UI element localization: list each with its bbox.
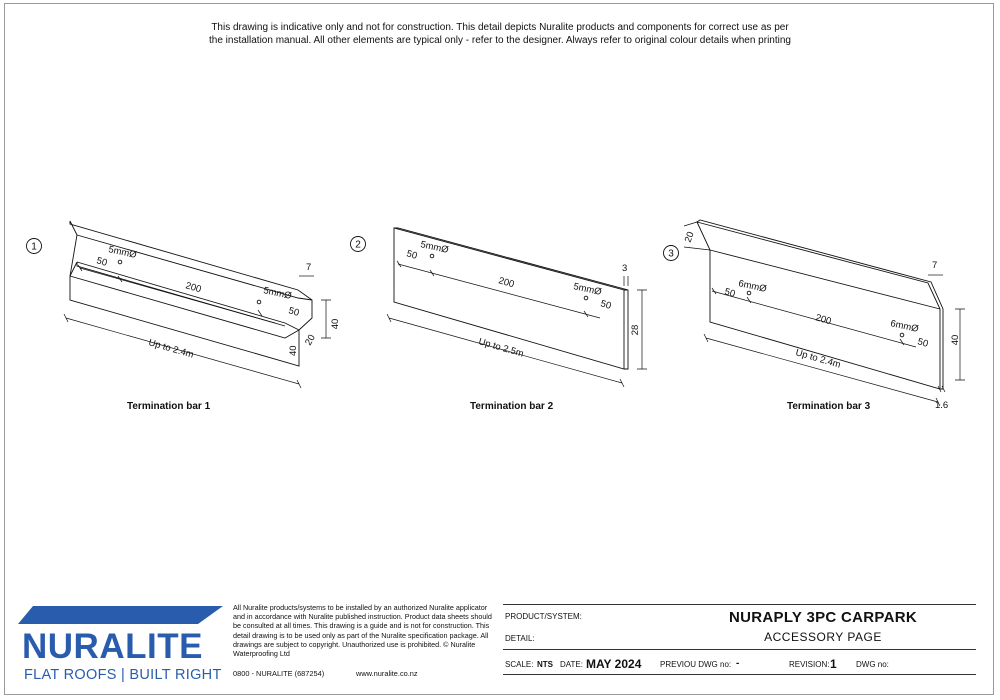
bar-1-flange-label: 20 <box>303 332 318 348</box>
website: www.nuralite.co.nz <box>356 669 418 678</box>
phone-number: 0800 - NURALITE (687254) <box>233 669 325 678</box>
bar-3-thickness-label: 1.6 <box>935 400 949 411</box>
date-label: DATE: <box>560 660 583 669</box>
disclaimer-line-2: the installation manual. All other elements are typical only - refer to the designer. Always refer to original colour details when printing <box>209 34 791 46</box>
scale-label: SCALE: <box>505 660 534 669</box>
bar-2-length-label: Up to 2.5m <box>477 336 525 360</box>
bar-1-hole-2-label: 5mmØ <box>262 285 293 302</box>
bar-1-caption: Termination bar 1 <box>127 401 211 412</box>
bar-3-flange-label: 20 <box>682 230 697 244</box>
bar-3-height-label: 40 <box>950 334 961 346</box>
previous-dwg-label: PREVIOU DWG no: <box>660 660 732 669</box>
bar-3-hole-1 <box>747 291 751 295</box>
scale-value: NTS <box>537 660 553 669</box>
termination-bar-1 <box>27 221 342 388</box>
legal-notice: All Nuralite products/systems to be installed by an authorized Nuralite applicator and in accordance with Nuralite published instruction. Product data sheets should be consulted at all times. This drawing is a guide and is not for construction. This detail drawing is to be used only as part of the Nuralite specification package. All drawings are subject to copyright. Unauthorized use is prohibited. © Nuralite Waterproofing Ltd <box>233 603 492 659</box>
bar-1-height-label: 40 <box>330 318 341 330</box>
title-block-rule-bottom <box>503 674 976 675</box>
revision-value: 1 <box>830 657 837 671</box>
detail-value: ACCESSORY PAGE <box>764 630 882 644</box>
bar-2-hole-1 <box>430 254 434 258</box>
bar-2-hole-1-label: 5mmØ <box>419 239 450 256</box>
product-label: PRODUCT/SYSTEM: <box>505 612 582 621</box>
date-value: MAY 2024 <box>586 657 642 671</box>
bar-3-dim-ticks <box>712 288 904 345</box>
bar-3-edge-right-label: 50 <box>916 336 930 350</box>
bar-2-thickness-dim <box>624 276 628 286</box>
bar-3-hole-dim-line <box>712 291 916 347</box>
bar-1-bottom-fold <box>70 262 299 338</box>
bar-1-return-label: 40 <box>288 345 299 356</box>
title-block-rule-middle <box>503 649 976 650</box>
title-block-rule-top <box>503 604 976 605</box>
termination-bar-3 <box>664 220 966 411</box>
bar-3-length-dim <box>704 334 940 406</box>
revision-label: REVISION: <box>789 660 830 669</box>
bar-3-hole-2-label: 6mmØ <box>889 318 920 335</box>
bar-1-length-label: Up to 2.4m <box>147 337 195 361</box>
bar-2-edge-right-label: 50 <box>599 298 613 312</box>
bar-1-hole-2 <box>257 300 261 304</box>
bar-3-caption: Termination bar 3 <box>787 401 871 412</box>
bar-3-spacing-label: 200 <box>814 312 833 328</box>
bar-1-hole-1 <box>118 260 122 264</box>
previous-dwg-value: - <box>736 658 740 669</box>
bar-3-length-label: Up to 2.4m <box>794 347 842 371</box>
bar-1-lip-label: 7 <box>306 262 312 273</box>
detail-label: DETAIL: <box>505 634 535 643</box>
bar-3-hole-1-label: 6mmØ <box>737 278 768 295</box>
nuralite-logo-wordmark: NURALITE <box>22 627 203 666</box>
bar-1-edge-right-label: 50 <box>287 305 301 319</box>
bar-2-thickness-label: 3 <box>622 263 628 274</box>
bar-2-height-label: 28 <box>630 324 641 336</box>
bar-2-number: 2 <box>355 239 361 251</box>
bar-1-hole-1-label: 5mmØ <box>107 244 138 261</box>
bar-3-edge-left-label: 50 <box>723 286 737 300</box>
bar-1-edge-left-label: 50 <box>95 255 109 269</box>
bar-3-hole-2 <box>900 333 904 337</box>
title-block <box>503 604 976 676</box>
bar-2-spacing-label: 200 <box>497 275 516 291</box>
bar-1-hole-dim-line <box>80 268 275 323</box>
bar-2-hole-2-label: 5mmØ <box>572 281 603 298</box>
product-value: NURAPLY 3PC CARPARK <box>729 609 917 626</box>
bar-2-hole-dim-line <box>398 264 600 318</box>
bar-1-number: 1 <box>31 241 37 253</box>
dwg-label: DWG no: <box>856 660 889 669</box>
bar-3-number: 3 <box>668 248 674 260</box>
bar-2-hole-2 <box>584 296 588 300</box>
termination-bar-2 <box>351 228 648 387</box>
nuralite-tagline: FLAT ROOFS | BUILT RIGHT <box>24 667 222 683</box>
bar-2-edge-left-label: 50 <box>405 248 419 262</box>
bar-2-caption: Termination bar 2 <box>470 401 554 412</box>
bar-3-lip-label: 7 <box>932 260 938 271</box>
disclaimer-line-1: This drawing is indicative only and not for construction. This detail depicts Nuralite products and components for correct use as per <box>211 22 789 33</box>
bar-1-spacing-label: 200 <box>184 280 203 296</box>
